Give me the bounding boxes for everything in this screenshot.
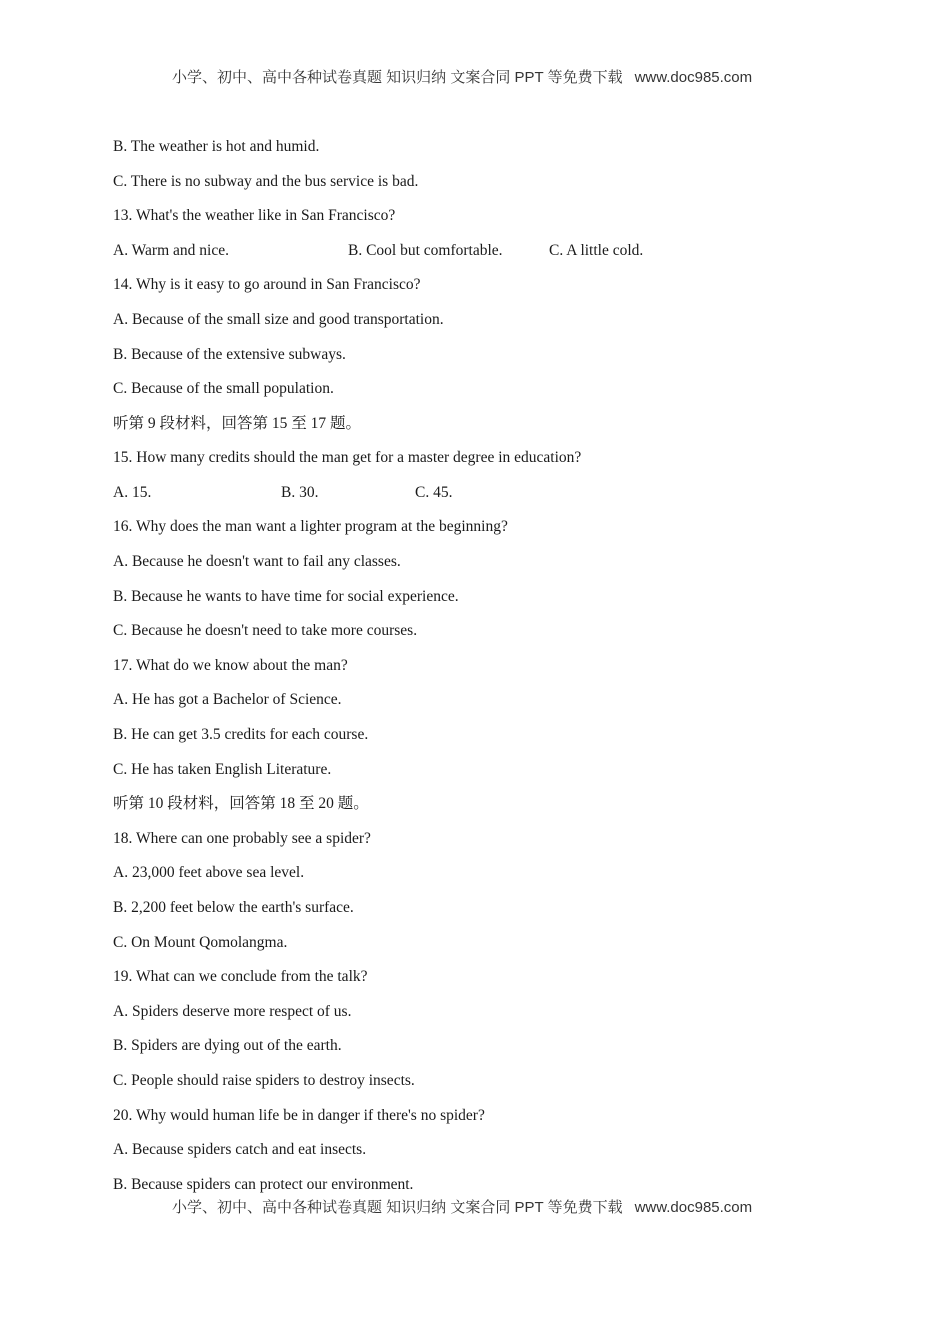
q18-option-a: A. 23,000 feet above sea level.	[113, 864, 305, 881]
q15-option-c: C. 45.	[415, 484, 453, 501]
q19-option-c: C. People should raise spiders to destroy insects.	[113, 1072, 415, 1089]
header-banner-url: www.doc985.com	[634, 69, 753, 86]
q15-option-b: B. 30.	[281, 484, 319, 501]
q15-question: 15. How many credits should the man get for a master degree in education?	[113, 449, 582, 466]
q20-option-a: A. Because spiders catch and eat insects.	[113, 1141, 367, 1158]
q13-option-a: A. Warm and nice.	[113, 242, 229, 259]
q16-option-a: A. Because he doesn't want to fail any classes.	[113, 553, 401, 570]
q17-option-b: B. He can get 3.5 credits for each course.	[113, 726, 369, 743]
q20-option-b: B. Because spiders can protect our environment.	[113, 1176, 414, 1193]
q13-option-c: C. A little cold.	[549, 242, 644, 259]
section-9-instruction: 听第 9 段材料，回答第 15 至 17 题。	[113, 415, 362, 432]
q13-question: 13. What's the weather like in San Francisco?	[113, 207, 396, 224]
q17-option-c: C. He has taken English Literature.	[113, 761, 332, 778]
q16-option-c: C. Because he doesn't need to take more courses.	[113, 622, 418, 639]
q19-option-a: A. Spiders deserve more respect of us.	[113, 1003, 352, 1020]
section-10-instruction: 听第 10 段材料，回答第 18 至 20 题。	[113, 795, 369, 812]
q13-option-b: B. Cool but comfortable.	[348, 242, 503, 259]
header-banner	[172, 66, 752, 87]
q16-question: 16. Why does the man want a lighter program at the beginning?	[113, 518, 508, 535]
footer-banner	[172, 1196, 752, 1217]
q14-option-b: B. Because of the extensive subways.	[113, 346, 346, 363]
q17-option-a: A. He has got a Bachelor of Science.	[113, 691, 342, 708]
q12-option-c: C. There is no subway and the bus service is bad.	[113, 173, 419, 190]
q14-option-a: A. Because of the small size and good transportation.	[113, 311, 444, 328]
q16-option-b: B. Because he wants to have time for social experience.	[113, 588, 459, 605]
footer-banner-url: www.doc985.com	[634, 1199, 753, 1216]
header-banner-text: 小学、初中、高中各种试卷真题 知识归纳 文案合同 PPT 等免费下载	[172, 69, 623, 86]
q14-option-c: C. Because of the small population.	[113, 380, 334, 397]
q15-option-a: A. 15.	[113, 484, 152, 501]
footer-banner-text: 小学、初中、高中各种试卷真题 知识归纳 文案合同 PPT 等免费下载	[172, 1199, 623, 1216]
q19-question: 19. What can we conclude from the talk?	[113, 968, 368, 985]
q17-question: 17. What do we know about the man?	[113, 657, 348, 674]
q14-question: 14. Why is it easy to go around in San Francisco?	[113, 276, 421, 293]
q19-option-b: B. Spiders are dying out of the earth.	[113, 1037, 342, 1054]
q18-option-b: B. 2,200 feet below the earth's surface.	[113, 899, 354, 916]
q18-option-c: C. On Mount Qomolangma.	[113, 934, 288, 951]
q12-option-b: B. The weather is hot and humid.	[113, 138, 320, 155]
q20-question: 20. Why would human life be in danger if there's no spider?	[113, 1107, 485, 1124]
q18-question: 18. Where can one probably see a spider?	[113, 830, 371, 847]
